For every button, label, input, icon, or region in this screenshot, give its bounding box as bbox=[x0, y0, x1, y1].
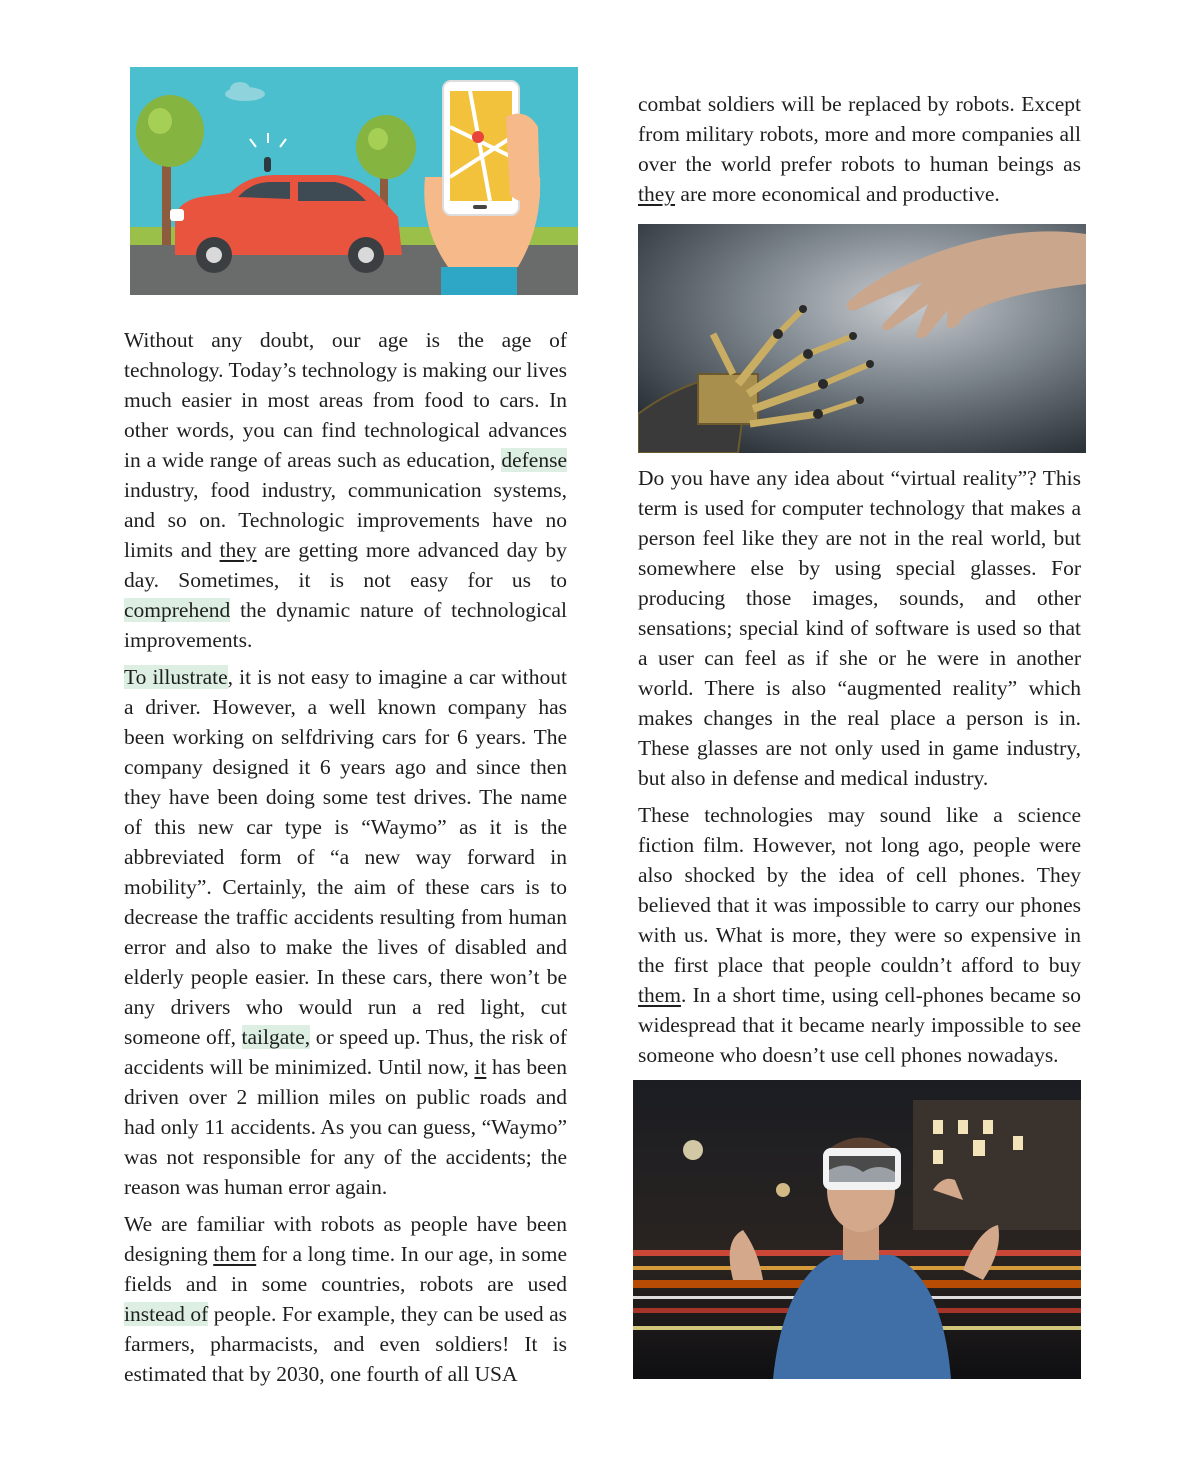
text-span: are getting more advanced day by day. Sometimes, it is not easy for us to bbox=[124, 538, 567, 592]
self-driving-car-illustration bbox=[130, 67, 578, 295]
text-span: Do you have any idea about “virtual reality”? This term is used for computer technology that makes a person feel like they are not in the real world, but somewhere else by using special glasses. For producing those images, sounds, and other sensations; special kind of software is used so that a user can feel as if she or he were in another world. There is also “augmented reality” which makes changes in the real place a person is in. These glasses are not only used in game industry, but also in defense and medical industry. bbox=[638, 466, 1081, 790]
text-span: are more economical and productive. bbox=[675, 182, 1000, 206]
text-span: Without any doubt, our age is the age of technology. Today’s technology is making our lives much easier in most areas from food to cars. In other words, you can find technological advances in a wide range of areas such as education, bbox=[124, 328, 567, 472]
text-span: for a long time. In our age, in some fields and in some countries, robots are used bbox=[124, 1242, 567, 1296]
robot-hand-photo bbox=[638, 224, 1086, 453]
paragraph bbox=[124, 1209, 567, 1389]
left-column bbox=[124, 325, 567, 1396]
paragraph bbox=[638, 89, 1081, 209]
text-span: industry, food industry, communication systems, and so on. Technologic improvements have no limits and bbox=[124, 478, 567, 562]
underlined-word: them bbox=[213, 1242, 257, 1266]
underlined-word: them bbox=[638, 983, 681, 1007]
underlined-word: they bbox=[219, 538, 257, 562]
car-and-phone-icon bbox=[130, 67, 578, 295]
paragraph bbox=[638, 800, 1081, 1070]
text-span: or speed up. Thus, the risk of accidents will be minimized. Until now, bbox=[124, 1025, 567, 1079]
text-span: , it is not easy to imagine a car without a driver. However, a well known company has been working on selfdriving cars for 6 years. The company designed it 6 years ago and since then they have been doing some test drives. The name of this new car type is “Waymo” as it is the abbreviated form of “a new way forward in mobility”. Certainly, the aim of these cars is to decrease the traffic accidents resulting from human error and also to make the lives of disabled and elderly people easier. In these cars, there won’t be any drivers who would run a red light, cut someone off, bbox=[124, 665, 567, 1049]
highlighted-word: tailgate, bbox=[241, 1025, 311, 1049]
right-column-top bbox=[638, 89, 1081, 216]
text-span: combat soldiers will be replaced by robots. Except from military robots, more and more companies all over the world prefer robots to human beings as bbox=[638, 92, 1081, 176]
text-span: We are familiar with robots as people have been designing bbox=[124, 1212, 567, 1266]
vr-headset-photo bbox=[633, 1080, 1081, 1379]
text-span: . In a short time, using cell-phones became so widespread that it became nearly impossible to see someone who doesn’t use cell phones nowadays. bbox=[638, 983, 1081, 1067]
text-span: These technologies may sound like a science fiction film. However, not long ago, people were also shocked by the idea of cell phones. They believed that it was impossible to carry our phones with us. What is more, they were so expensive in the first place that people couldn’t afford to buy bbox=[638, 803, 1081, 977]
paragraph bbox=[638, 463, 1081, 793]
highlighted-word: To illustrate bbox=[124, 665, 228, 689]
highlighted-word: instead of bbox=[124, 1302, 209, 1326]
text-span: people. For example, they can be used as farmers, pharmacists, and even soldiers! It is estimated that by 2030, one fourth of all USA bbox=[124, 1302, 567, 1386]
highlighted-word: comprehend bbox=[124, 598, 231, 622]
underlined-word: it bbox=[474, 1055, 487, 1079]
highlighted-word: defense bbox=[501, 448, 567, 472]
paragraph bbox=[124, 662, 567, 1202]
right-column-middle bbox=[638, 463, 1081, 1077]
underlined-word: they bbox=[638, 182, 676, 206]
text-span: the dynamic nature of technological improvements. bbox=[124, 598, 567, 652]
vr-user-icon bbox=[633, 1080, 1081, 1379]
text-span: has been driven over 2 million miles on public roads and had only 11 accidents. As you can guess, “Waymo” was not responsible for any of the accidents; the reason was human error again. bbox=[124, 1055, 567, 1199]
robot-human-hands-icon bbox=[638, 224, 1086, 453]
paragraph bbox=[124, 325, 567, 655]
